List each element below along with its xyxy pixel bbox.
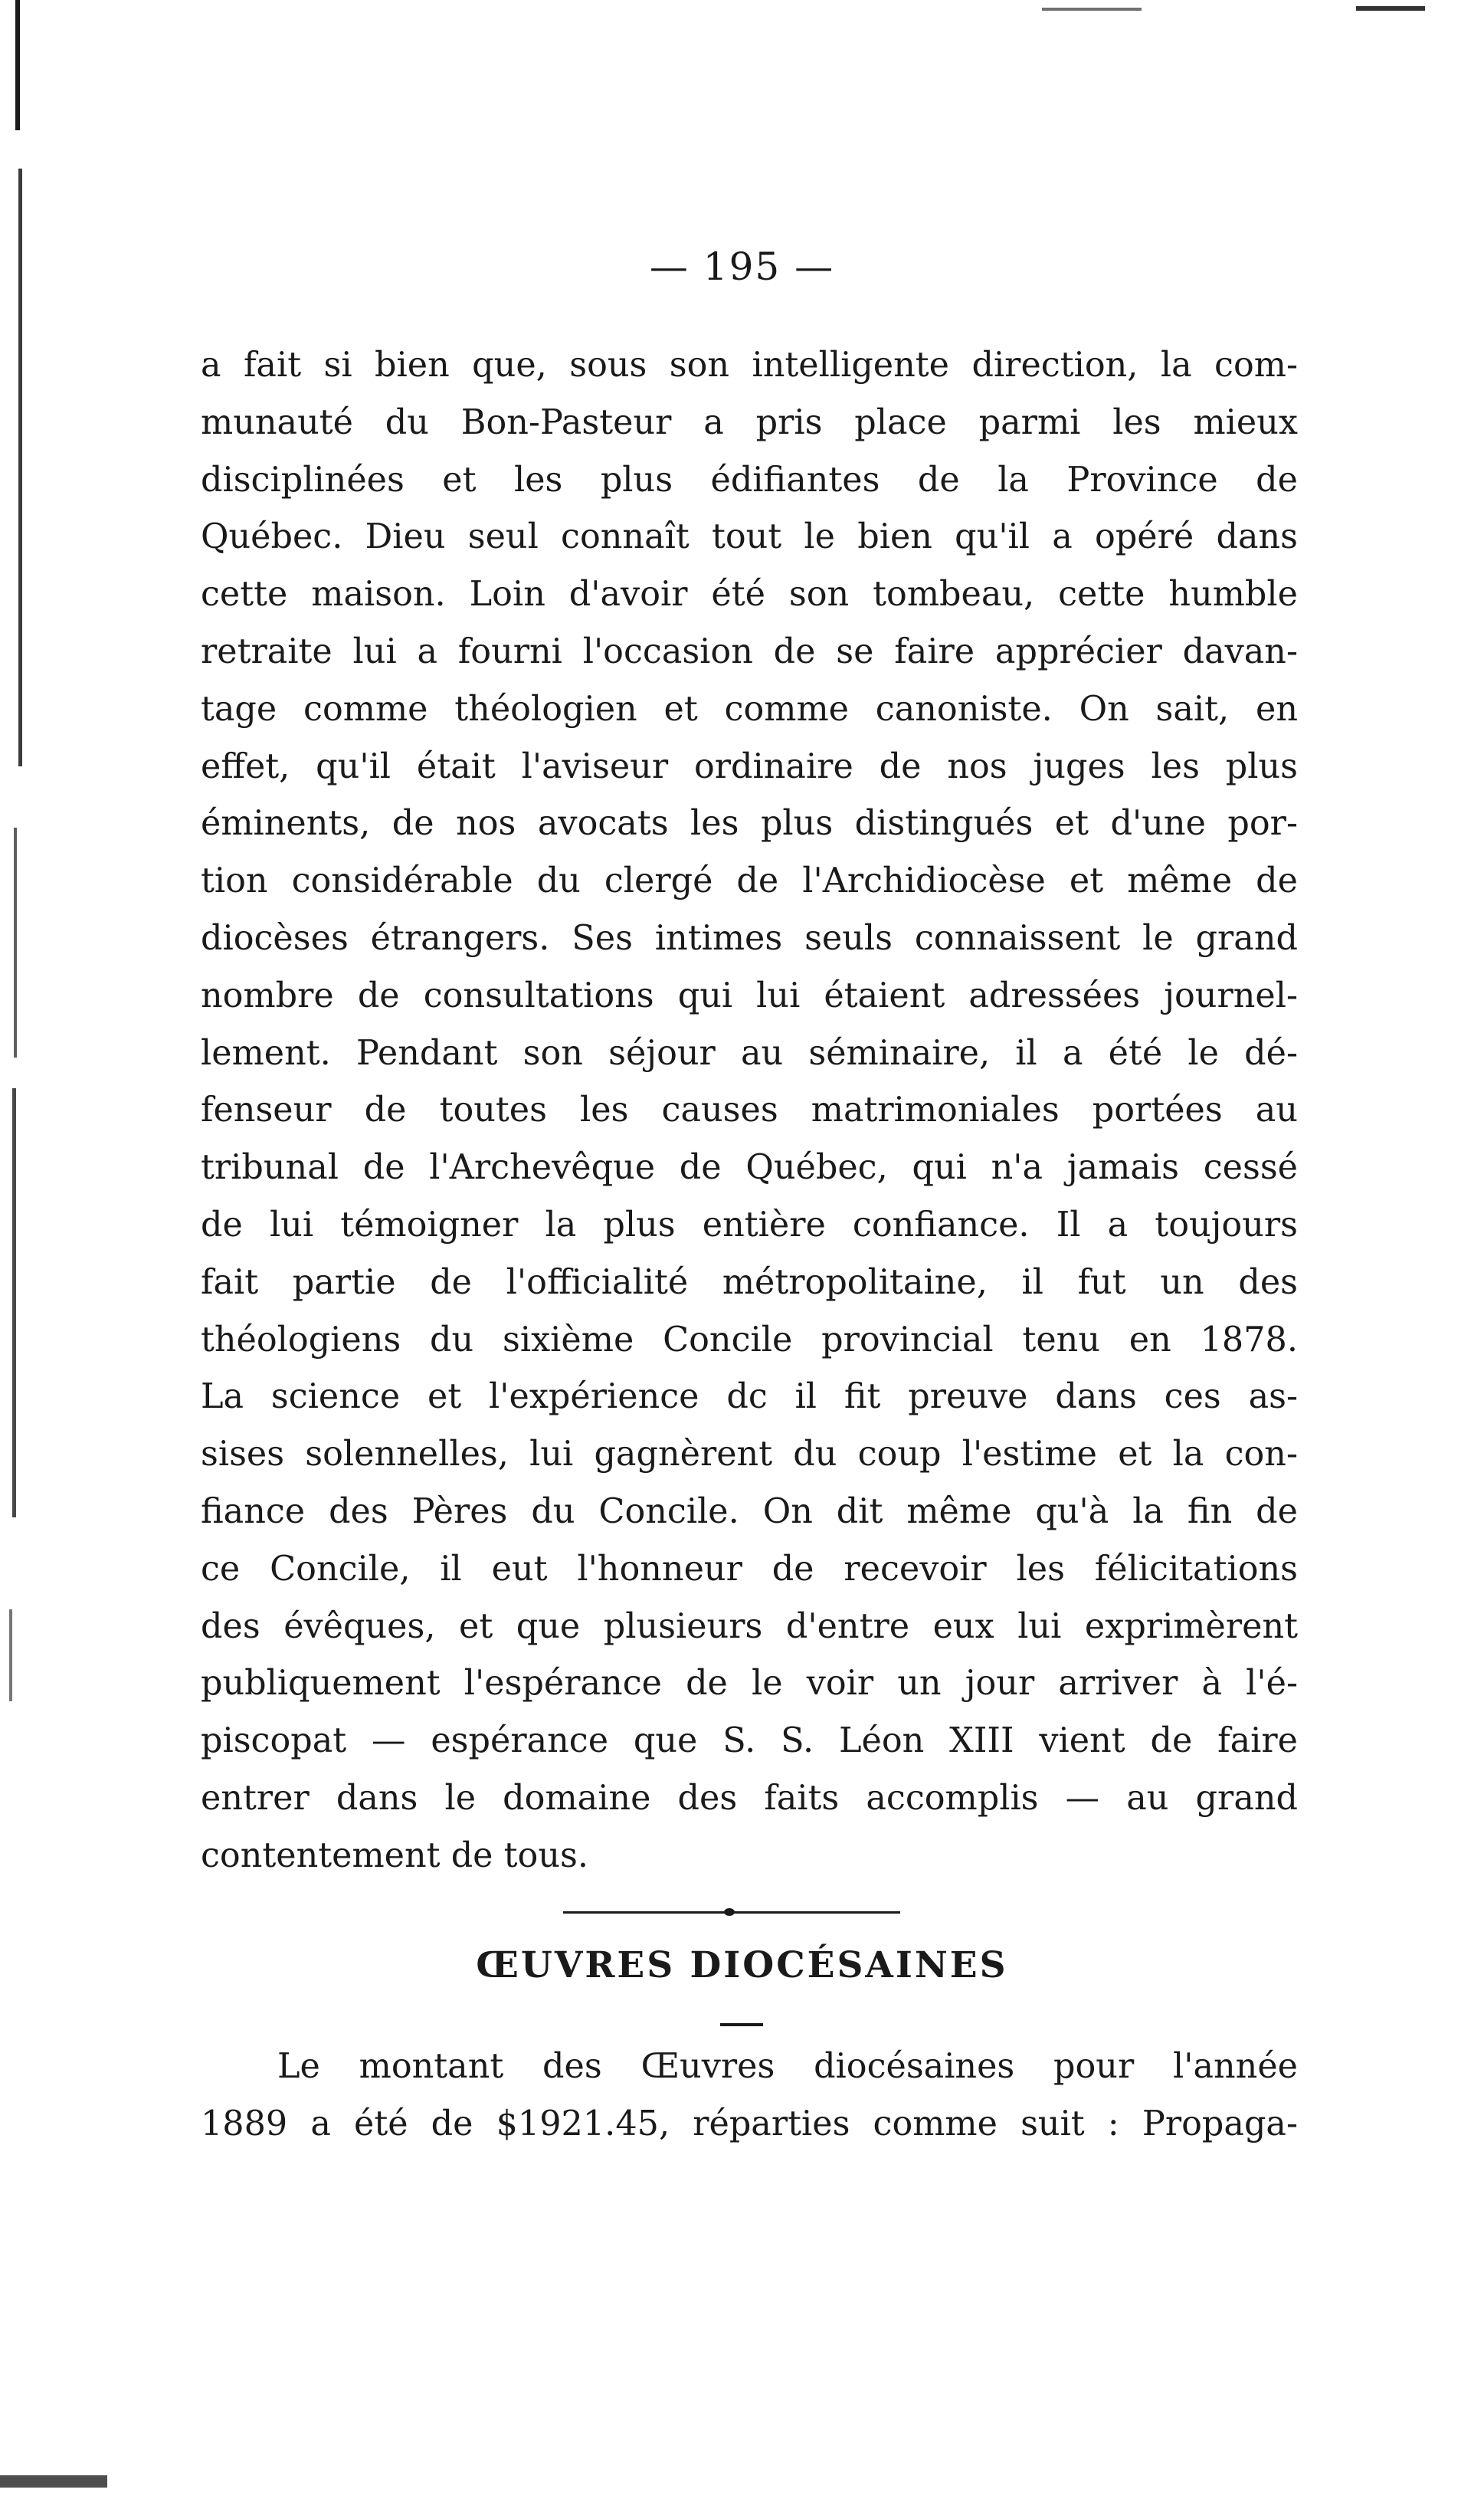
text-line: diocèses étrangers. Ses intimes seuls connaissent le grand xyxy=(201,918,1298,958)
text-line: nombre de consultations qui lui étaient adressées journel- xyxy=(201,976,1298,1015)
text-line: contentement de tous. xyxy=(201,1835,588,1875)
text-line: fait partie de l'officialité métropolitaine, il fut un des xyxy=(201,1262,1298,1302)
text-line: tribunal de l'Archevêque de Québec, qui n'a jamais cessé xyxy=(201,1148,1298,1188)
text-line: entrer dans le domaine des faits accomplis — au grand xyxy=(201,1778,1298,1818)
section-divider xyxy=(563,1908,900,1916)
text-line: Québec. Dieu seul connaît tout le bien qu'il a opéré dans xyxy=(201,517,1298,557)
section-paragraph xyxy=(201,2038,1298,2153)
text-line: sises solennelles, lui gagnèrent du coup l'estime et la con- xyxy=(201,1435,1298,1474)
scan-artifact xyxy=(1356,6,1425,11)
heading-rule xyxy=(720,2023,763,2026)
scan-artifact xyxy=(1042,8,1142,11)
text-line: 1889 a été de $1921.45, réparties comme suit : Propaga- xyxy=(201,2104,1298,2143)
binding-edge-mark xyxy=(14,828,17,1058)
text-line: de lui témoigner la plus entière confiance. Il a toujours xyxy=(201,1205,1298,1245)
text-line: tage comme théologien et comme canoniste. On sait, en xyxy=(201,689,1298,729)
text-line: fiance des Pères du Concile. On dit même qu'à la fin de xyxy=(201,1491,1298,1531)
text-line: théologiens du sixième Concile provincial tenu en 1878. xyxy=(201,1320,1298,1360)
text-line: cette maison. Loin d'avoir été son tombeau, cette humble xyxy=(201,575,1298,615)
text-line: éminents, de nos avocats les plus distingués et d'une por- xyxy=(201,804,1298,844)
text-line: retraite lui a fourni l'occasion de se faire apprécier davan- xyxy=(201,631,1298,671)
binding-edge-mark xyxy=(9,1609,12,1701)
text-line: Le montant des Œuvres diocésaines pour l'année xyxy=(277,2047,1298,2086)
text-line: piscopat — espérance que S. S. Léon XIII vient de faire xyxy=(201,1721,1298,1761)
text-line: lement. Pendant son séjour au séminaire, il a été le dé- xyxy=(201,1033,1298,1073)
text-line: tion considérable du clergé de l'Archidiocèse et même de xyxy=(201,861,1298,901)
section-heading: ŒUVRES DIOCÉSAINES xyxy=(476,1944,1008,1986)
body-paragraph xyxy=(201,337,1298,1885)
text-line: publiquement l'espérance de le voir un jour arriver à l'é- xyxy=(201,1664,1298,1704)
scan-artifact xyxy=(0,2475,107,2488)
text-line: La science et l'expérience dc il fit preuve dans ces as- xyxy=(201,1377,1298,1417)
page-number: — 195 — xyxy=(649,244,835,289)
text-line: a fait si bien que, sous son intelligente direction, la com- xyxy=(201,346,1298,385)
text-line: des évêques, et que plusieurs d'entre eux lui exprimèrent xyxy=(201,1606,1298,1646)
binding-edge-mark xyxy=(12,1088,16,1517)
text-line: fenseur de toutes les causes matrimoniales portées au xyxy=(201,1091,1298,1130)
text-line: disciplinées et les plus édifiantes de la Province de xyxy=(201,460,1298,500)
text-line: ce Concile, il eut l'honneur de recevoir les félicitations xyxy=(201,1549,1298,1589)
text-line: munauté du Bon-Pasteur a pris place parmi les mieux xyxy=(201,402,1298,442)
divider-ornament xyxy=(724,1908,735,1916)
binding-edge-mark xyxy=(15,0,20,130)
text-line: effet, qu'il était l'aviseur ordinaire de nos juges les plus xyxy=(201,746,1298,786)
